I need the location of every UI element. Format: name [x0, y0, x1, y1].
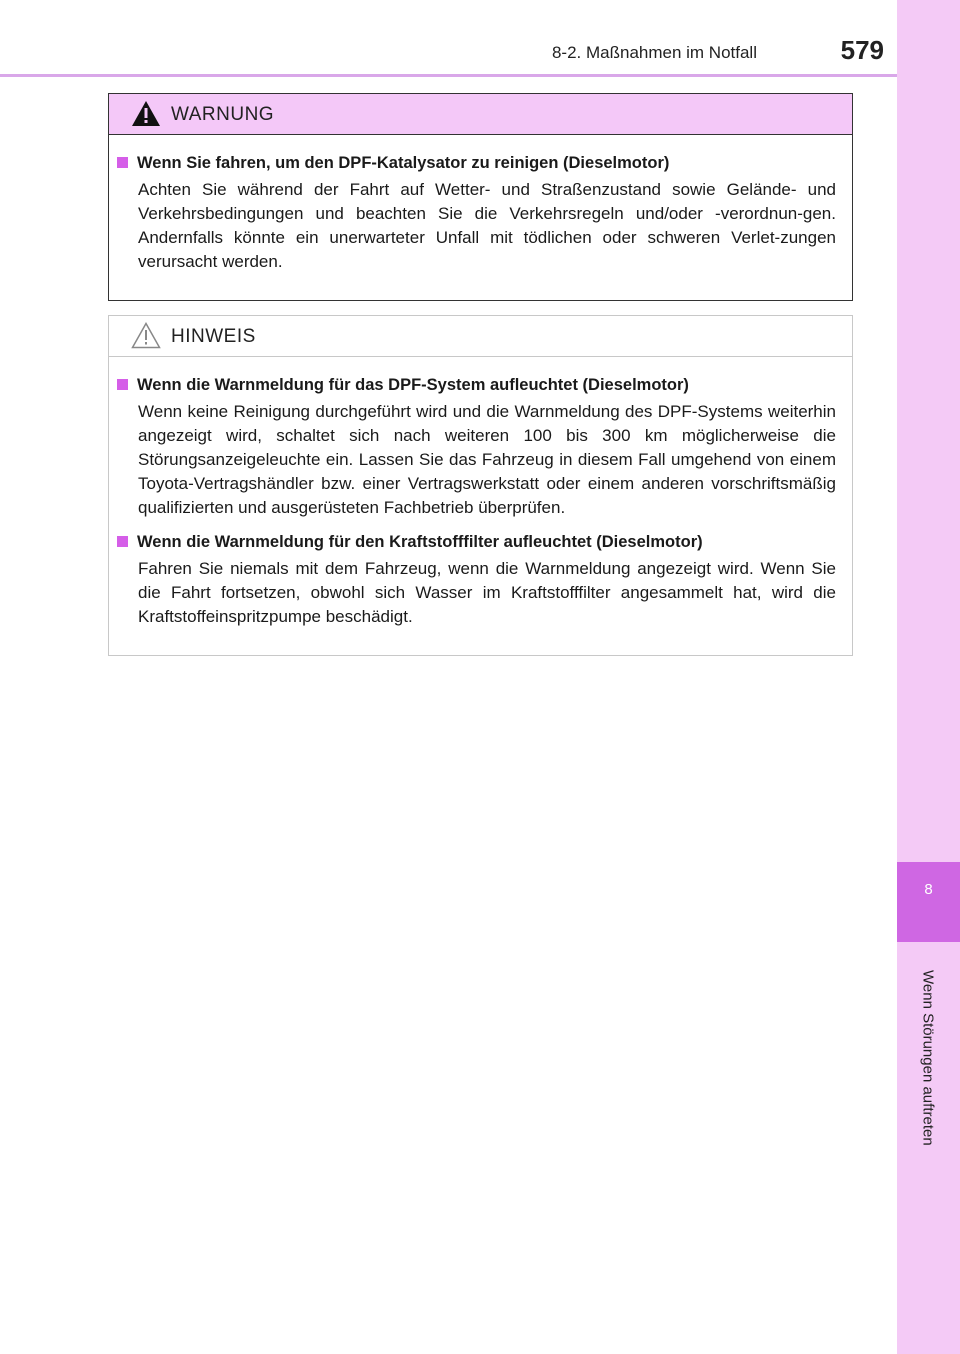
chapter-title-vertical — [905, 948, 951, 1168]
chapter-title-label: Wenn Störungen auftreten — [919, 970, 937, 1146]
notice-item-heading — [117, 530, 836, 554]
notice-label: HINWEIS — [171, 326, 256, 347]
square-bullet-icon — [117, 536, 128, 547]
warning-triangle-icon — [131, 100, 161, 127]
notice-item-text: Fahren Sie niemals mit dem Fahrzeug, wenn die Warnmeldung angezeigt wird. Wenn Sie die Fahrt fortsetzen, obwohl sich Wasser im Kraftstofffilter angesammelt hat, wird die Kraftstoffeinspritzpumpe beschädigt. — [138, 559, 836, 626]
square-bullet-icon — [117, 379, 128, 390]
notice-item-heading-text: Wenn die Warnmeldung für das DPF-System aufleuchtet (Dieselmotor) — [137, 376, 689, 394]
warning-item-text: Achten Sie während der Fahrt auf Wetter- und Straßenzustand sowie Gelände- und Verkehrsbedingungen und beachten Sie die Verkehrsregeln und/oder -verordnun-gen. Andernfalls könnte ein unerwarteter Unfall mit tödlichen oder schweren Verlet-zungen verursacht werden. — [138, 180, 836, 271]
warning-box-header — [109, 94, 852, 135]
warning-box — [108, 93, 853, 301]
notice-item-heading-text: Wenn die Warnmeldung für den Kraftstofffilter aufleuchtet (Dieselmotor) — [137, 533, 703, 551]
warning-label: WARNUNG — [171, 104, 275, 125]
notice-box-body — [109, 357, 852, 629]
page-number: 579 — [840, 35, 884, 65]
notice-box — [108, 315, 853, 656]
notice-item-text: Wenn keine Reinigung durchgeführt wird und die Warnmeldung des DPF-Systems weiterhin angezeigt wird, schaltet sich nach weiteren 100 bis 300 km möglicherweise die Störungsanzeigeleuchte ein. Lassen Sie das Fahrzeug in diesem Fall umgehend von einem Toyota-Vertragshändler bzw. einer Vertragswerkstatt oder einem anderen vorschriftsmäßig qualifizierten und ausgerüsteten Fachbetrieb überprüfen. — [138, 402, 836, 517]
section-title: 8-2. Maßnahmen im Notfall — [551, 43, 757, 62]
warning-item-heading-text: Wenn Sie fahren, um den DPF-Katalysator zu reinigen (Dieselmotor) — [137, 154, 670, 172]
warning-box-body — [109, 135, 852, 274]
chapter-number-tab[interactable]: 8 — [897, 862, 960, 942]
warning-item-heading — [117, 151, 836, 175]
notice-item-heading — [117, 373, 836, 397]
notice-box-header — [109, 316, 852, 357]
caution-outline-triangle-icon — [131, 322, 161, 349]
header-rule — [0, 74, 897, 77]
square-bullet-icon — [117, 157, 128, 168]
